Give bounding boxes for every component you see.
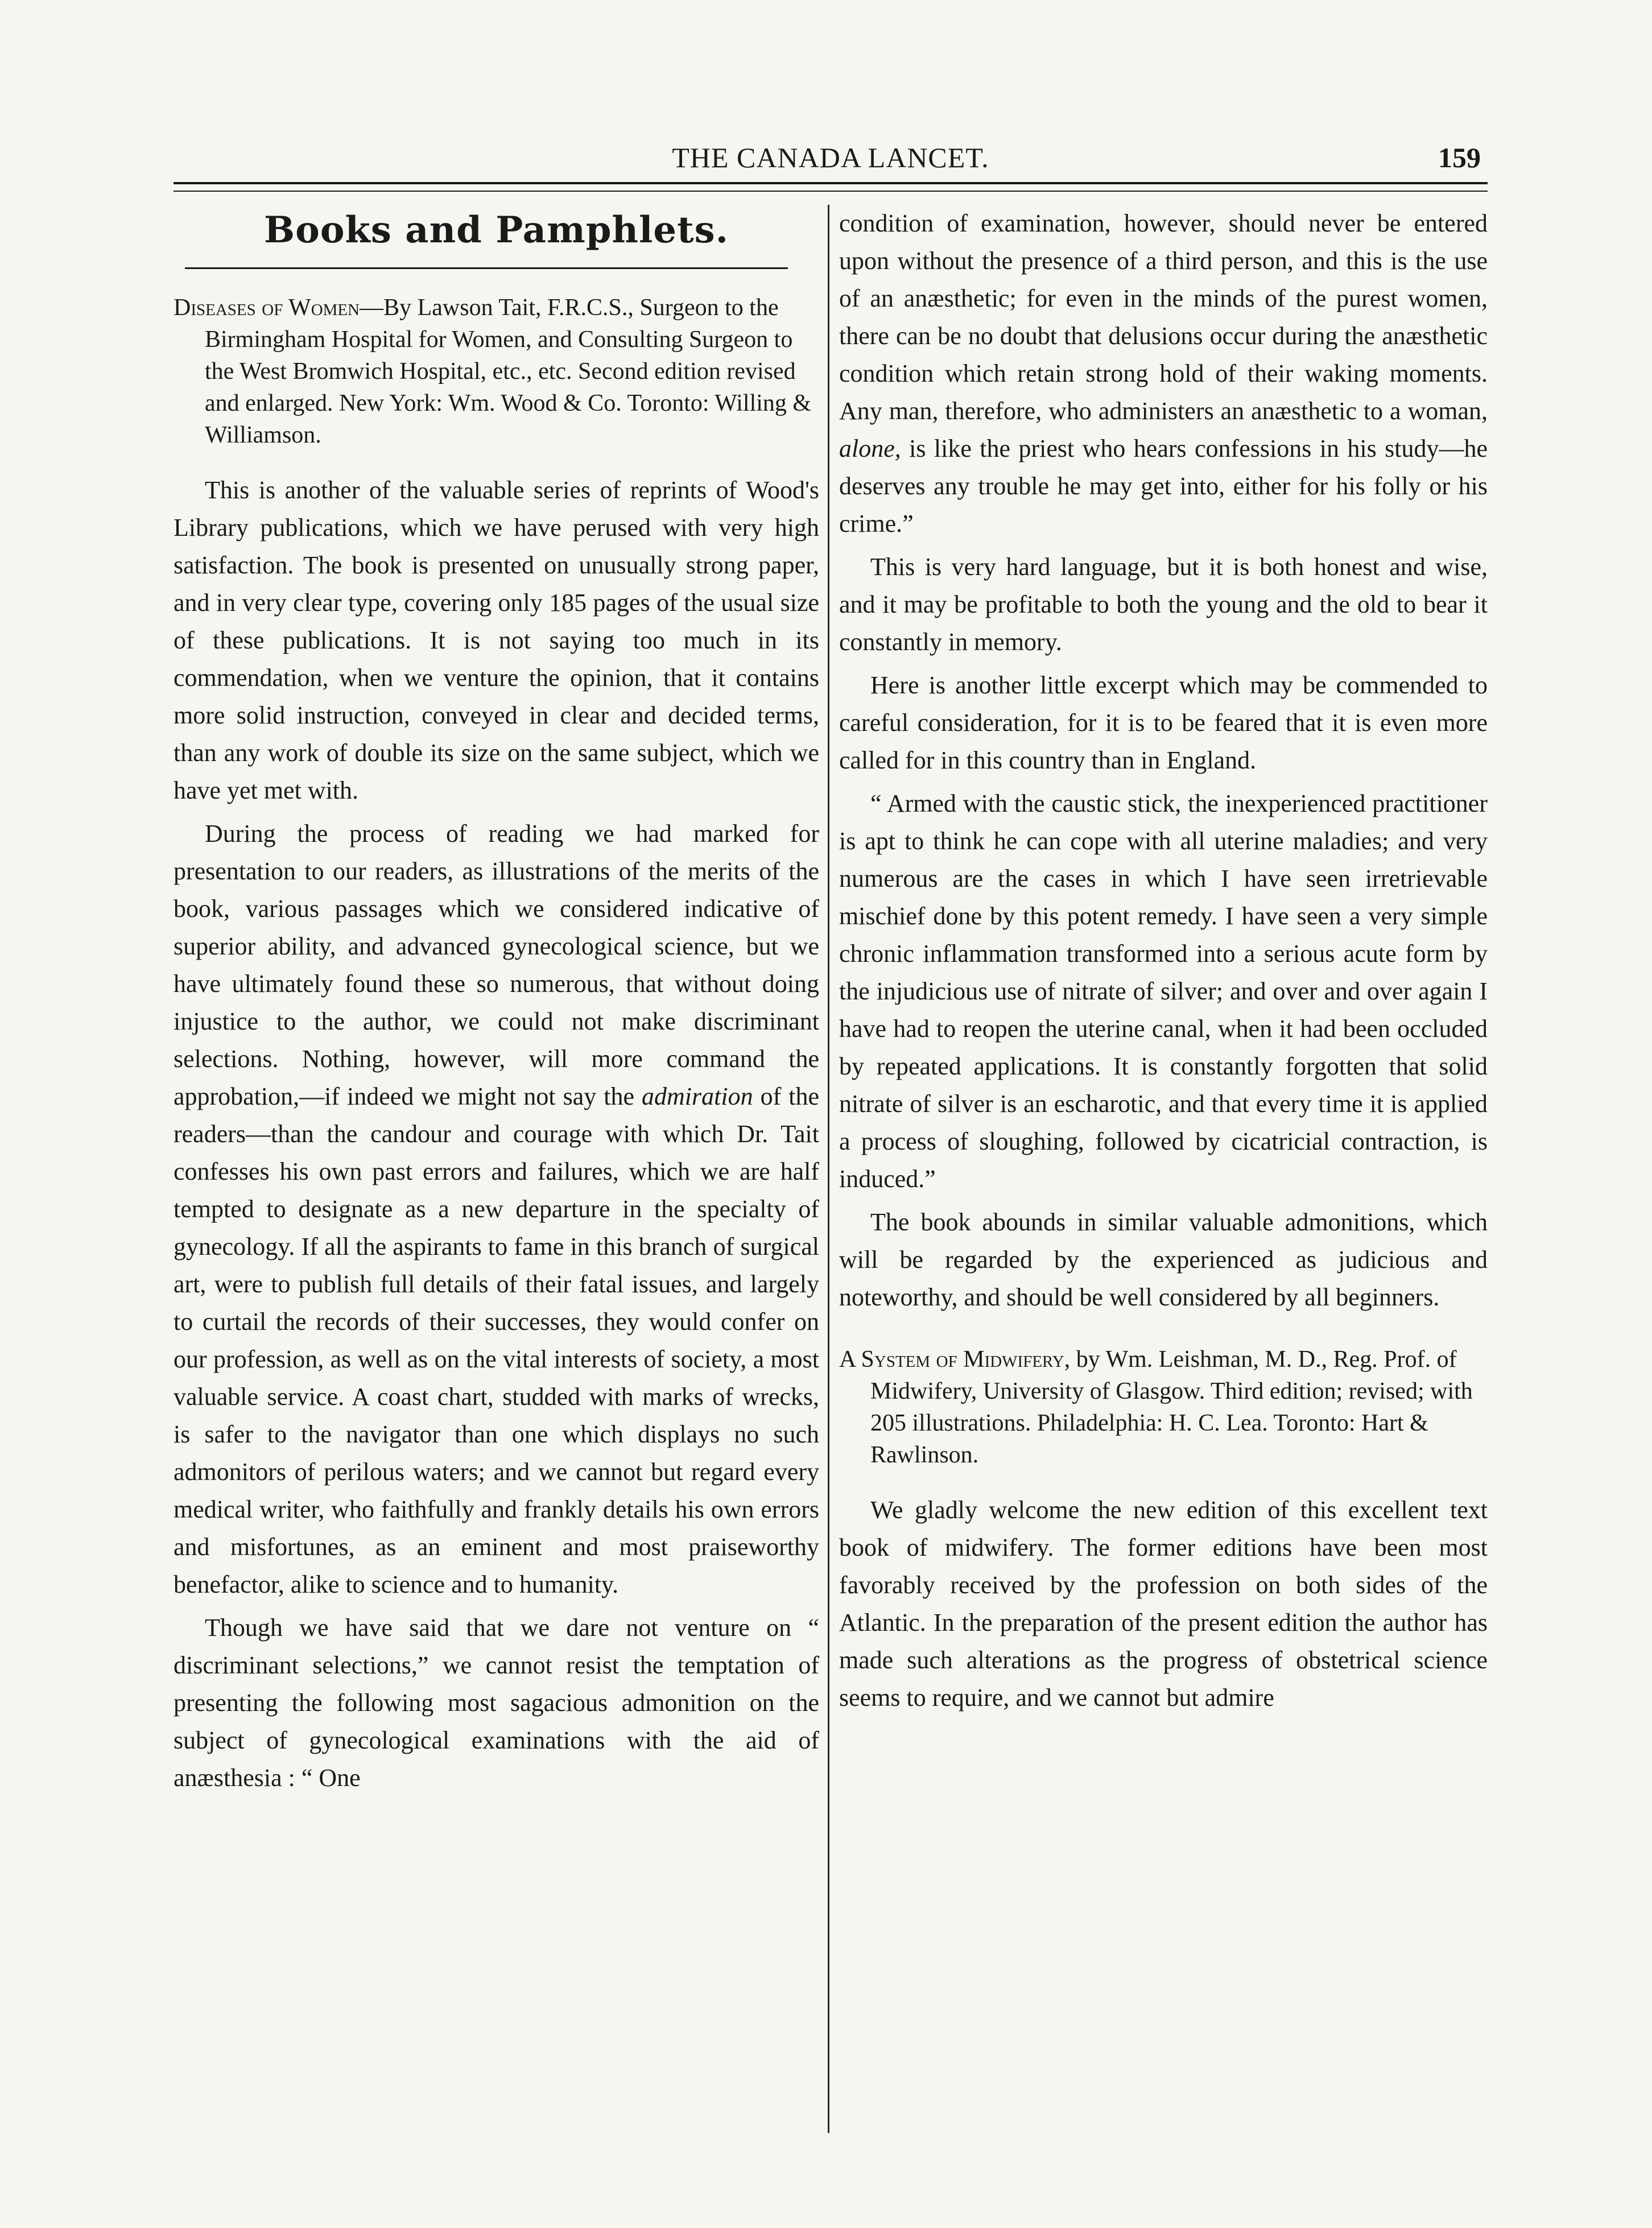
review-citation-text-1: —By Lawson Tait, F.R.C.S., Surgeon to the Birmingham Hospital for Women, and Consulting Surgeon to the West Bromwich Hospital, etc., etc. Second edition revised and enlarged. New York: Wm. Wood & Co. Toronto: Willing & Williamson. xyxy=(205,295,812,448)
paragraph: This is very hard language, but it is both honest and wise, and it may be profitable to both the young and the old to bear it constantly in memory. xyxy=(839,553,1488,656)
review-citation-1 xyxy=(174,292,819,451)
review-citation-2 xyxy=(839,1344,1488,1471)
paragraph xyxy=(174,815,819,1603)
paragraph-text: condition of examination, however, should never be entered upon without the presence of a third person, and this is the use of an anæsthetic; for even in the minds of the purest women, there can be no doubt that delusions occur during the anæsthetic condition which retain strong hold of their waking moments. Any man, therefore, who administers an anæsthetic to a woman, xyxy=(839,209,1488,425)
section-heading: Books and Pamphlets. xyxy=(264,209,729,251)
header-rule xyxy=(174,182,1488,184)
paragraph: We gladly welcome the new edition of this excellent text book of midwifery. The former editions have been most favorably received by the profession on both sides of the Atlantic. In the preparation of the present edition the author has made such alterations as the progress of obstetrical science seems to require, and we cannot but admire xyxy=(839,1496,1488,1712)
running-head xyxy=(174,141,1488,181)
heading-rule xyxy=(185,267,788,269)
italic-text: alone, xyxy=(839,435,901,462)
paragraph-text: of the readers—than the candour and courage with which Dr. Tait confesses his own past errors and failures, which we are half tempted to designate as a new departure in the specialty of gynecology. If all the aspirants to fame in this branch of surgical art, were to publish full details of their fatal issues, and largely to curtail the records of their successes, they would confer on our profession, as well as on the vital interests of society, a most valuable service. A coast chart, studded with marks of wrecks, is safer to the navigator than one which displays no such admonitors of perilous waters; and we cannot but regard every medical writer, who faithfully and frankly details his own errors and misfortunes, as an eminent and most praiseworthy benefactor, alike to science and to humanity. xyxy=(174,1082,820,1598)
running-title: THE CANADA LANCET. xyxy=(672,142,989,173)
spacer xyxy=(839,1322,1488,1344)
paragraph-text: During the process of reading we had marked for presentation to our readers, as illustrations of the merits of the book, various passages which we considered indicative of superior ability, and advanced gynecological science, but we have ultimately found these so numerous, that without doing injustice to the author, we could not make discriminant selections. Nothing, however, will more command the approbation,—if indeed we might not say the xyxy=(174,820,819,1110)
paragraph-text: is like the priest who hears confessions in his study—he deserves any trouble he may get into, either for his folly or his crime.” xyxy=(839,435,1488,538)
review-citation-text-2: by Wm. Leishman, M. D., Reg. Prof. of Midwifery, University of Glasgow. Third edition; revised; with 205 illustrations. Philadelphia: H. C. Lea. Toronto: Hart & Rawlinson. xyxy=(870,1346,1473,1468)
right-column xyxy=(839,205,1488,1722)
paragraph: The book abounds in similar valuable admonitions, which will be regarded by the experienced as judicious and noteworthy, and should be well considered by all beginners. xyxy=(839,1208,1488,1311)
paragraph: Though we have said that we dare not venture on “ discriminant selections,” we cannot resist the temptation of presenting the following most sagacious admonition on the subject of gynecological examinations with the aid of anæsthesia : “ One xyxy=(174,1614,819,1792)
paragraph: This is another of the valuable series of reprints of Wood's Library publications, which we have perused with very high satisfaction. The book is presented on unusually strong paper, and in very clear type, covering only 185 pages of the usual size of these publications. It is not saying too much in its commendation, when we venture the opinion, that it contains more solid instruction, conveyed in clear and decided terms, than any work of double its size on the same subject, which we have yet met with. xyxy=(174,476,819,804)
paragraph: Here is another little excerpt which may be commended to careful consideration, for it is to be feared that it is even more called for in this country than in England. xyxy=(839,671,1488,774)
column-divider xyxy=(828,205,829,2133)
page-number: 159 xyxy=(1438,142,1481,173)
review-title-1: Diseases of Women xyxy=(174,295,360,321)
header-rule-thin xyxy=(174,191,1488,192)
italic-text: admiration xyxy=(642,1082,753,1110)
review-title-2: A System of Midwifery, xyxy=(839,1346,1071,1373)
left-column xyxy=(174,205,819,1803)
paragraph xyxy=(839,205,1488,543)
paragraph: “ Armed with the caustic stick, the inexperienced practitioner is apt to think he can cope with all uterine maladies; and very numerous are the cases in which I have seen irretrievable mischief done by this potent remedy. I have seen a very simple chronic inflammation transformed into a serious acute form by the injudicious use of nitrate of silver; and over and over again I have had to reopen the uterine canal, when it had been occluded by repeated applications. It is constantly forgotten that solid nitrate of silver is an escharotic, and that every time it is applied a process of sloughing, followed by cicatricial contraction, is induced.” xyxy=(839,789,1488,1193)
